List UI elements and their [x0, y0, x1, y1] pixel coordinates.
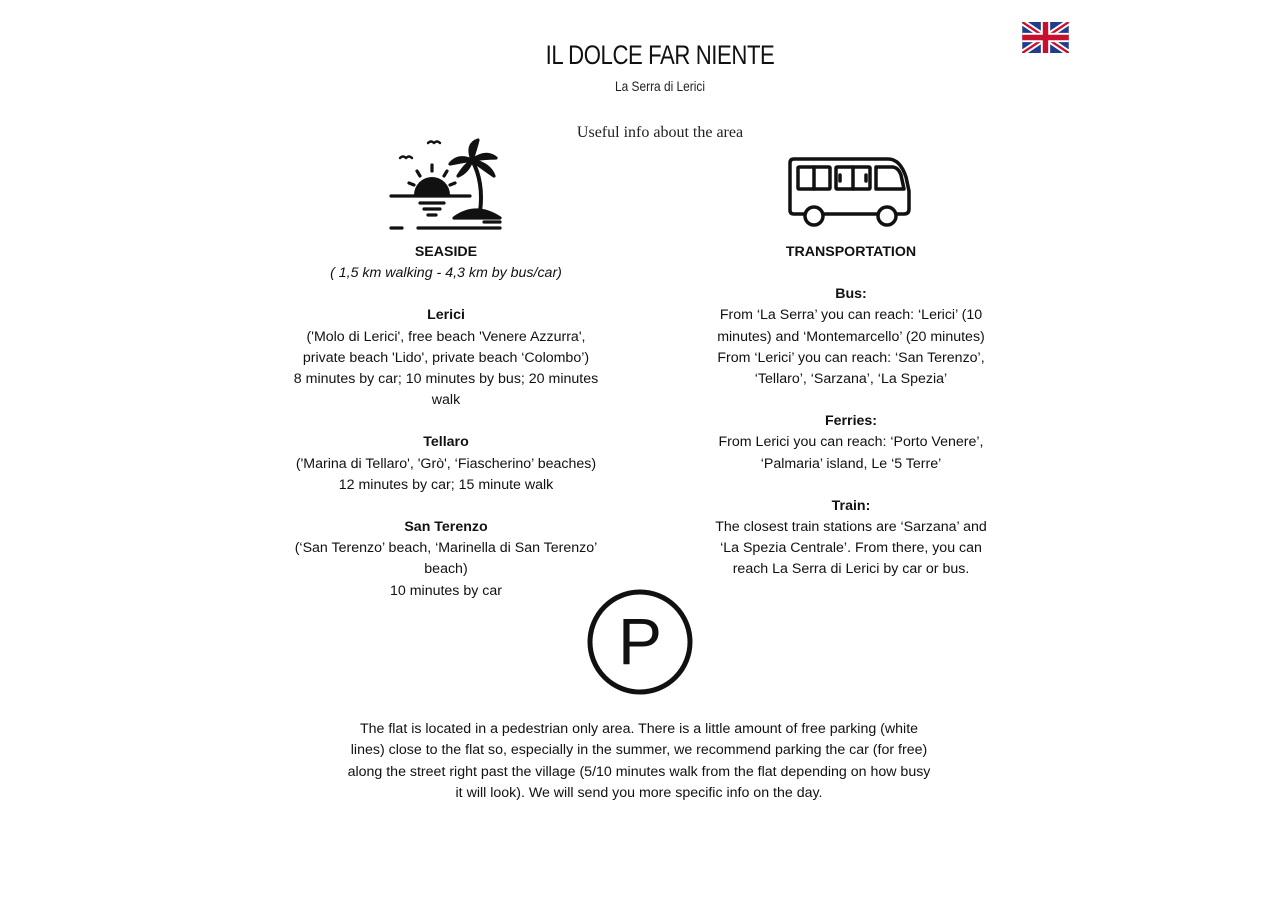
- place-line: ('Molo di Lerici', free beach 'Venere Azzurra',: [306, 328, 586, 345]
- page-subtitle: La Serra di Lerici: [615, 78, 705, 94]
- intro-text: Useful info about the area: [576, 124, 744, 141]
- place-name-lerici: Lerici: [427, 307, 465, 324]
- transport-line: ‘Palmaria’ island, Le ‘5 Terre’: [760, 455, 942, 472]
- place-line: private beach 'Lido', private beach ‘Colombo’): [302, 349, 590, 366]
- parking-icon: [585, 587, 695, 697]
- transport-name-train: Train:: [831, 497, 871, 514]
- transport-line: From Lerici you can reach: ‘Porto Venere’,: [718, 434, 984, 451]
- parking-line: it will look). We will send you more specific info on the day.: [455, 784, 823, 801]
- bus-icon: [788, 155, 914, 229]
- transport-line: ‘La Spezia Centrale’. From there, you can: [720, 540, 982, 557]
- transport-line: ‘Tellaro’, ‘Sarzana’, ‘La Spezia’: [754, 371, 948, 388]
- transportation-section: [706, 242, 996, 581]
- parking-letter: P: [617, 604, 663, 678]
- transport-line: From ‘La Serra’ you can reach: ‘Lerici’ (10: [719, 307, 983, 324]
- seaside-heading: SEASIDE: [414, 244, 478, 260]
- seaside-section: [286, 242, 606, 602]
- place-line: 10 minutes by car: [390, 582, 502, 599]
- transport-line: From ‘Lerici’ you can reach: ‘San Terenzo’,: [717, 349, 985, 366]
- place-line: 8 minutes by car; 10 minutes by bus; 20 minutes: [293, 371, 599, 388]
- parking-line: The flat is located in a pedestrian only area. There is a little amount of free parking (white: [359, 721, 919, 737]
- place-line: beach): [424, 561, 468, 578]
- place-line: ('Marina di Tellaro', 'Grò', ‘Fiascherino’ beaches): [295, 455, 597, 472]
- place-line: (‘San Terenzo’ beach, ‘Marinella di San Terenzo’: [294, 540, 598, 557]
- place-line: walk: [431, 392, 461, 409]
- page-title: IL DOLCE FAR NIENTE: [545, 40, 775, 70]
- seaside-distance: ( 1,5 km walking - 4,3 km by bus/car): [330, 265, 562, 282]
- transportation-heading: TRANSPORTATION: [785, 244, 917, 260]
- transport-line: reach La Serra di Lerici by car or bus.: [732, 561, 970, 578]
- place-name-tellaro: Tellaro: [423, 434, 469, 451]
- parking-info: [336, 719, 942, 804]
- parking-line: along the street right past the village (5/10 minutes walk from the flat depending on how busy: [347, 763, 931, 780]
- place-name-san-terenzo: San Terenzo: [404, 519, 488, 536]
- transport-name-ferries: Ferries:: [824, 413, 878, 430]
- transport-line: minutes) and ‘Montemarcello’ (20 minutes): [717, 328, 985, 345]
- place-line: 12 minutes by car; 15 minute walk: [338, 476, 554, 493]
- parking-line: lines) close to the flat so, especially in the summer, we recommend parking the car (for free): [350, 742, 928, 759]
- beach-sunset-palm-icon: [388, 138, 504, 234]
- uk-flag-icon[interactable]: [1022, 22, 1069, 53]
- transport-line: The closest train stations are ‘Sarzana’ and: [715, 519, 987, 536]
- transport-name-bus: Bus:: [835, 286, 867, 303]
